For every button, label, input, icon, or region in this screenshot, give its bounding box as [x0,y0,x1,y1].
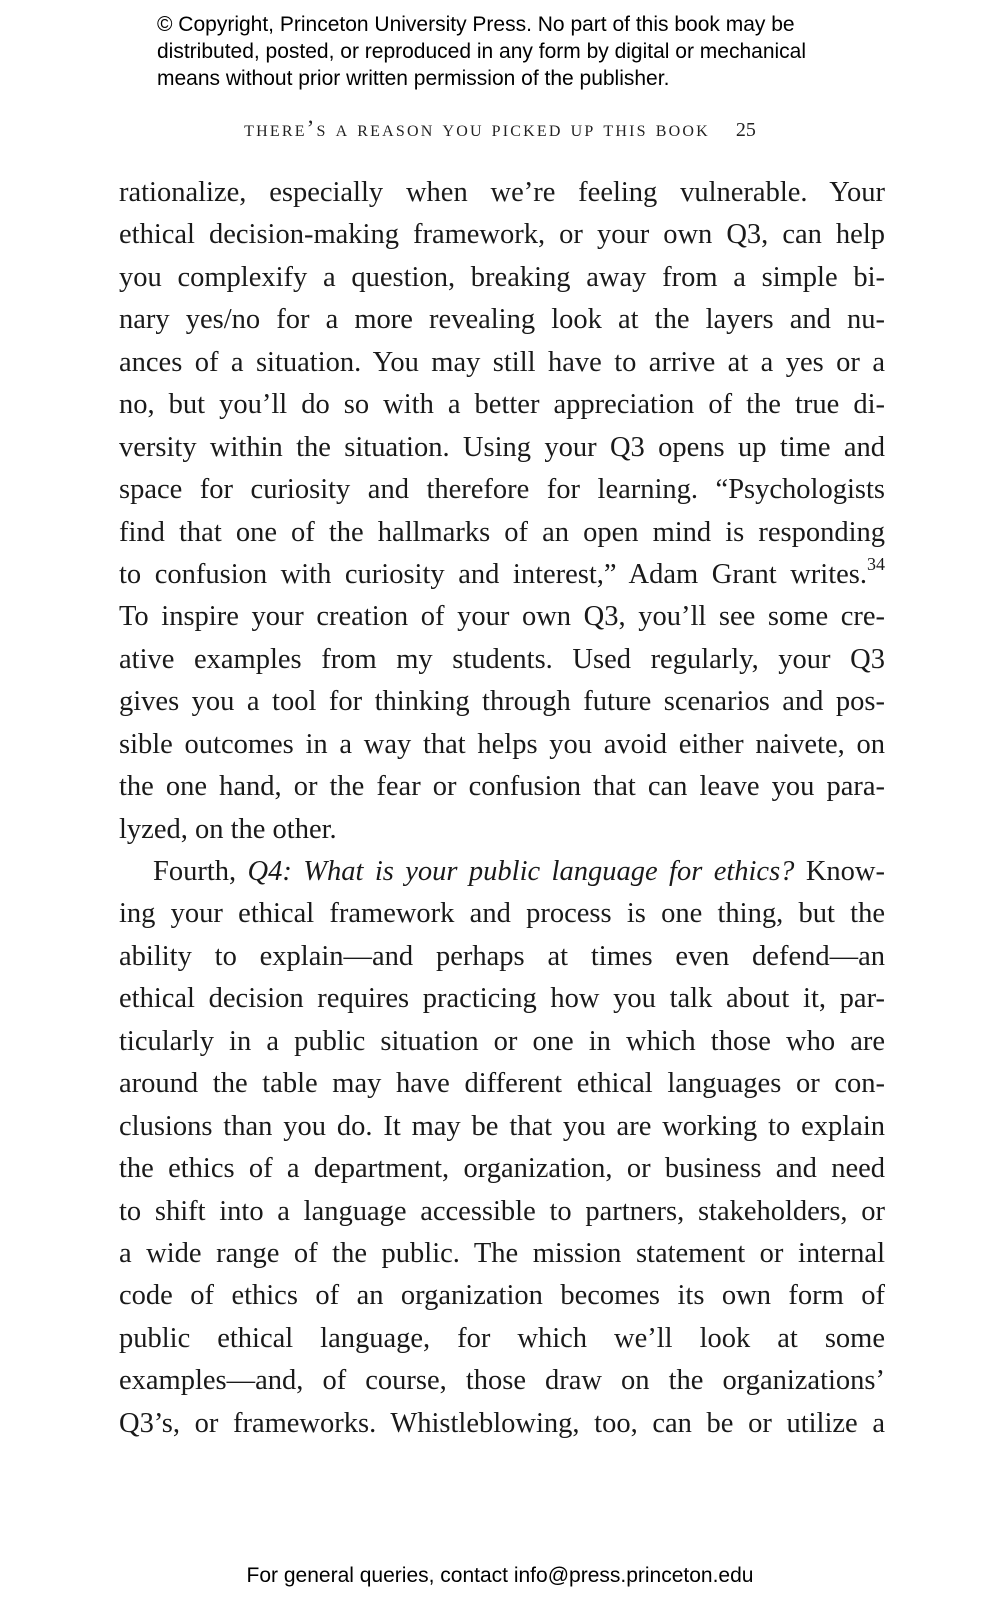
text-line: ing your ethical framework and process is one thing, but the [119,898,885,930]
footnote-ref[interactable]: 34 [867,553,885,574]
text-line: sible outcomes in a way that helps you avoid either naivete, on [119,728,885,760]
text-line: public ethical language, for which we’ll look at some [119,1322,885,1354]
text-line: versity within the situation. Using your Q3 opens up time and [119,431,885,463]
text-line: Q3’s, or frameworks. Whistleblowing, too, can be or utilize a [119,1407,885,1439]
copyright-line: distributed, posted, or reproduced in any form by digital or mechanical [157,40,807,63]
text-line: clusions than you do. It may be that you are working to explain [119,1110,885,1142]
text-line: ethical decision requires practicing how you talk about it, par- [119,983,885,1015]
text-line: ative examples from my students. Used regularly, your Q3 [119,643,885,675]
text-line: gives you a tool for thinking through future scenarios and pos- [119,686,885,718]
text-line: rationalize, especially when we’re feeling vulnerable. Your [119,177,885,208]
text-line: To inspire your creation of your own Q3, you’ll see some cre- [119,601,885,633]
text-line: to shift into a language accessible to partners, stakeholders, or [119,1195,885,1227]
chapter-title: there’s a reason you picked up this book [244,116,710,141]
question-q4: Q4: What is your public language for ethics? [247,856,795,887]
text-line: the ethics of a department, organization, or business and need [119,1153,885,1185]
text-line: you complexify a question, breaking away from a simple bi- [119,261,885,293]
text-line: examples—and, of course, those draw on the organizations’ [119,1365,885,1397]
text-line: ticularly in a public situation or one in which those who are [119,1025,885,1057]
running-head [0,116,1000,142]
text-line: code of ethics of an organization becomes its own form of [119,1280,885,1312]
lead-text: Fourth, [153,856,248,887]
text-line: lyzed, on the other. [119,813,337,845]
text-line [119,851,885,893]
body-text [119,172,885,1445]
tail-text: Know- [794,856,885,887]
copyright-line: © Copyright, Princeton University Press. No part of this book may be [157,13,795,36]
text-line: around the table may have different ethical languages or con- [119,1068,885,1100]
text-line: ethical decision-making framework, or your own Q3, can help [119,219,885,251]
text-line: no, but you’ll do so with a better appreciation of the true di- [119,389,885,421]
text-line: ability to explain—and perhaps at times even defend—an [119,940,885,972]
page-number: 25 [735,119,756,141]
text-line: the one hand, or the fear or confusion that can leave you para- [119,771,885,803]
copyright-notice [157,11,806,92]
text-line: find that one of the hallmarks of an open mind is responding [119,516,885,548]
text-line: space for curiosity and therefore for learning. “Psychologists [119,474,885,506]
quote-text: to confusion with curiosity and interest,” Adam Grant writes. [119,558,867,590]
text-line: ances of a situation. You may still have to arrive at a yes or a [119,346,885,378]
copyright-line: means without prior written permission of the publisher. [157,67,670,90]
text-line [119,554,885,596]
text-line: a wide range of the public. The mission statement or internal [119,1237,885,1269]
footer-contact: For general queries, contact info@press.princeton.edu [246,1564,754,1587]
text-line: nary yes/no for a more revealing look at the layers and nu- [119,304,885,336]
